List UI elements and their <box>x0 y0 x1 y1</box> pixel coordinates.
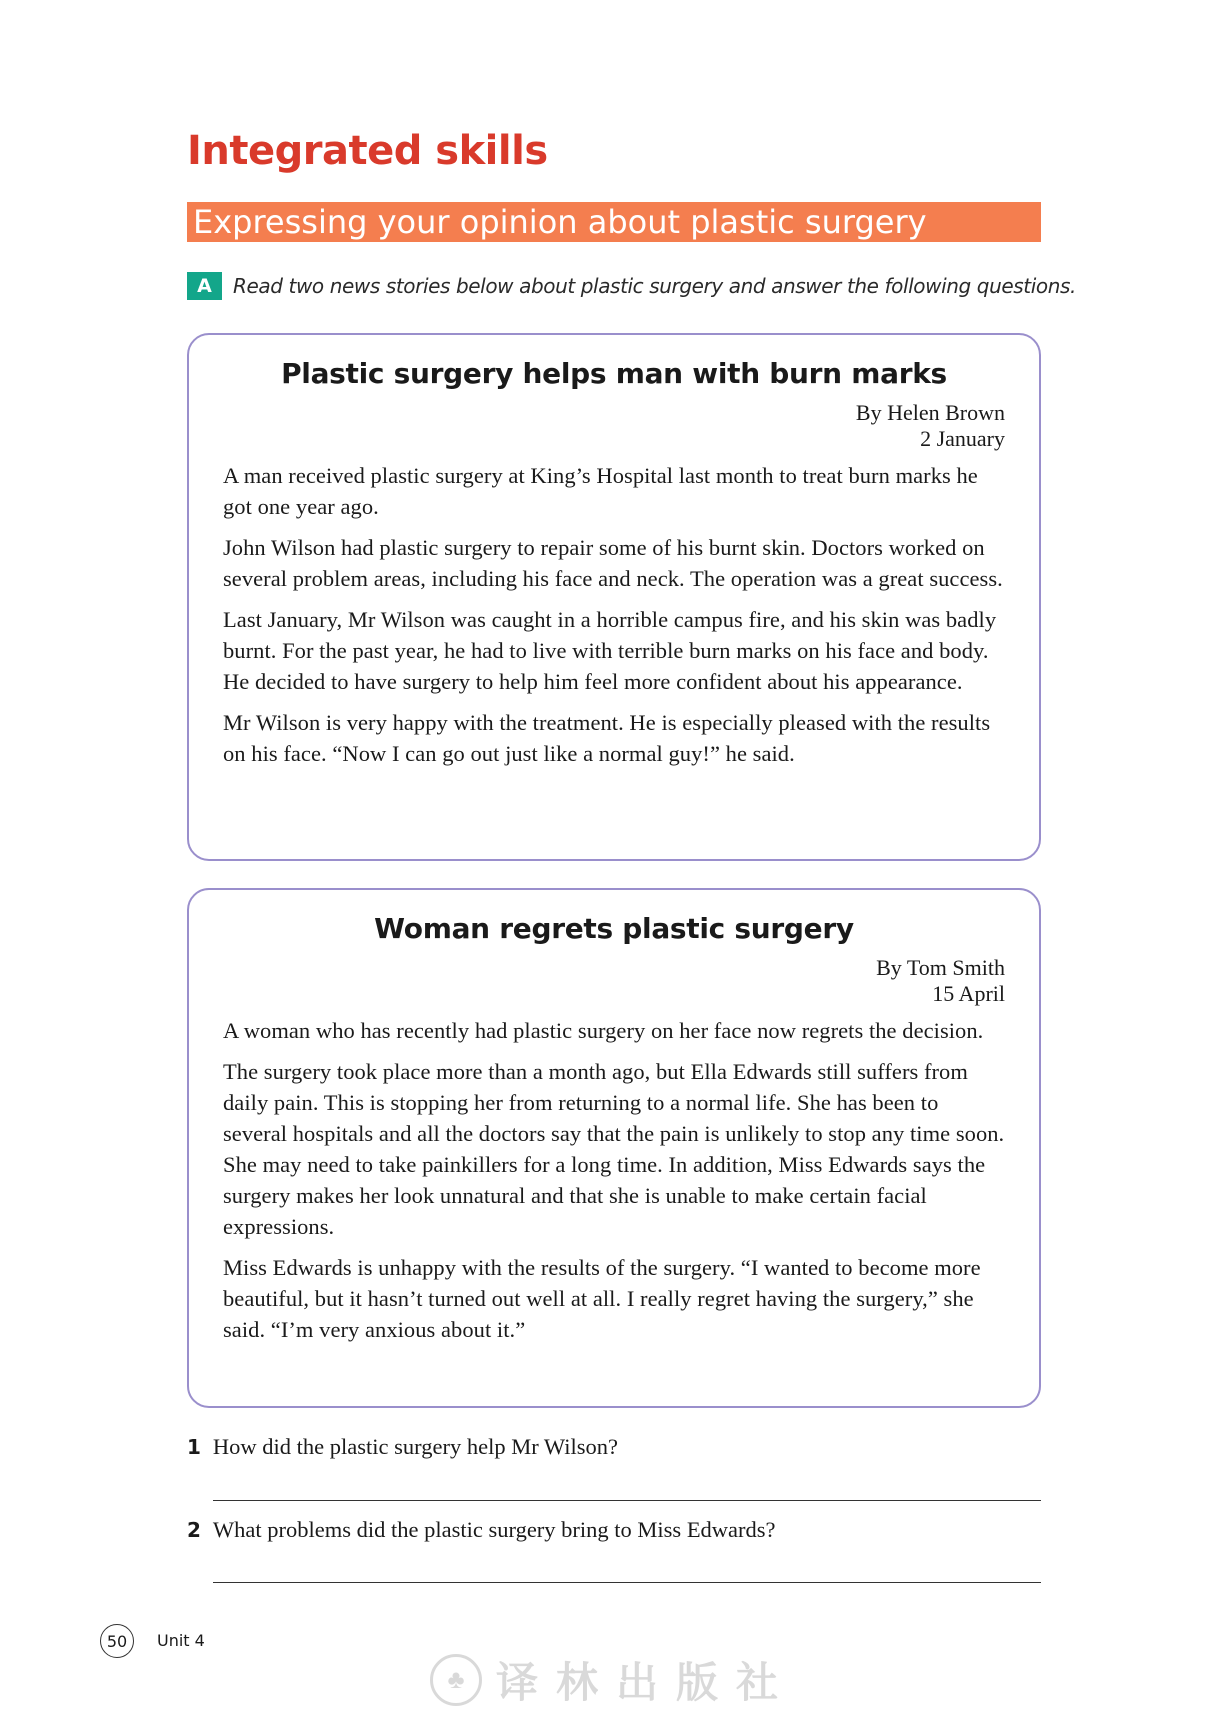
story-byline <box>223 400 1005 452</box>
story-paragraph: Miss Edwards is unhappy with the results of the surgery. “I wanted to become more beautiful, but it hasn’t turned out well at all. I really regret having the surgery,” she said. “I’m very anxious about it.” <box>223 1255 981 1342</box>
answer-line-2[interactable] <box>213 1582 1041 1583</box>
story-paragraph: A man received plastic surgery at King’s Hospital last month to treat burn marks he got one year ago. <box>223 463 978 519</box>
question-text: What problems did the plastic surgery bring to Miss Edwards? <box>212 1517 776 1542</box>
page-number: 50 <box>100 1624 134 1658</box>
question-number: 2 <box>187 1518 201 1542</box>
page-title: Integrated skills <box>187 128 548 174</box>
story-byline <box>223 955 1005 1007</box>
activity-badge: A <box>187 272 222 300</box>
section-banner: Expressing your opinion about plastic surgery <box>187 202 1041 242</box>
instruction-row <box>187 272 1076 300</box>
story-paragraph: Last January, Mr Wilson was caught in a horrible campus fire, and his skin was badly burnt. For the past year, he had to live with terrible burn marks on his face and body. He decided to have surgery to help him feel more confident about his appearance. <box>223 607 997 694</box>
story-date: 2 January <box>920 426 1005 451</box>
story-headline: Woman regrets plastic surgery <box>374 912 854 945</box>
story-author: By Tom Smith <box>876 955 1005 980</box>
publisher-watermark <box>430 1650 796 1710</box>
story-paragraph: A woman who has recently had plastic surgery on her face now regrets the decision. <box>223 1018 984 1043</box>
story-paragraph: Mr Wilson is very happy with the treatment. He is especially pleased with the results on his face. “Now I can go out just like a normal guy!” he said. <box>223 710 991 766</box>
story-paragraph: John Wilson had plastic surgery to repair some of his burnt skin. Doctors worked on several problem areas, including his face and neck. The operation was a great success. <box>223 535 1003 591</box>
unit-label: Unit 4 <box>157 1631 205 1650</box>
story-author: By Helen Brown <box>855 400 1005 425</box>
story-box-2 <box>187 888 1041 1408</box>
story-paragraph: The surgery took place more than a month ago, but Ella Edwards still suffers from daily pain. This is stopping her from returning to a normal life. She has been to several hospitals and all the doctors say that the pain is unlikely to stop any time soon. She may need to take painkillers for a long time. In addition, Miss Edwards says the surgery makes her look unnatural and that she is unable to make certain facial expressions. <box>223 1059 1005 1239</box>
question-text: How did the plastic surgery help Mr Wilson? <box>212 1434 618 1459</box>
question-number: 1 <box>187 1435 201 1459</box>
watermark-text: 译林出版社 <box>496 1658 797 1707</box>
question-2 <box>187 1517 776 1543</box>
question-1 <box>187 1434 618 1460</box>
story-headline: Plastic surgery helps man with burn marks <box>281 357 947 390</box>
instruction-text: Read two news stories below about plastic surgery and answer the following questions. <box>233 274 1076 298</box>
answer-line-1[interactable] <box>213 1500 1041 1501</box>
story-date: 15 April <box>932 981 1005 1006</box>
tree-logo-icon: ♣ <box>430 1654 482 1706</box>
story-box-1 <box>187 333 1041 861</box>
